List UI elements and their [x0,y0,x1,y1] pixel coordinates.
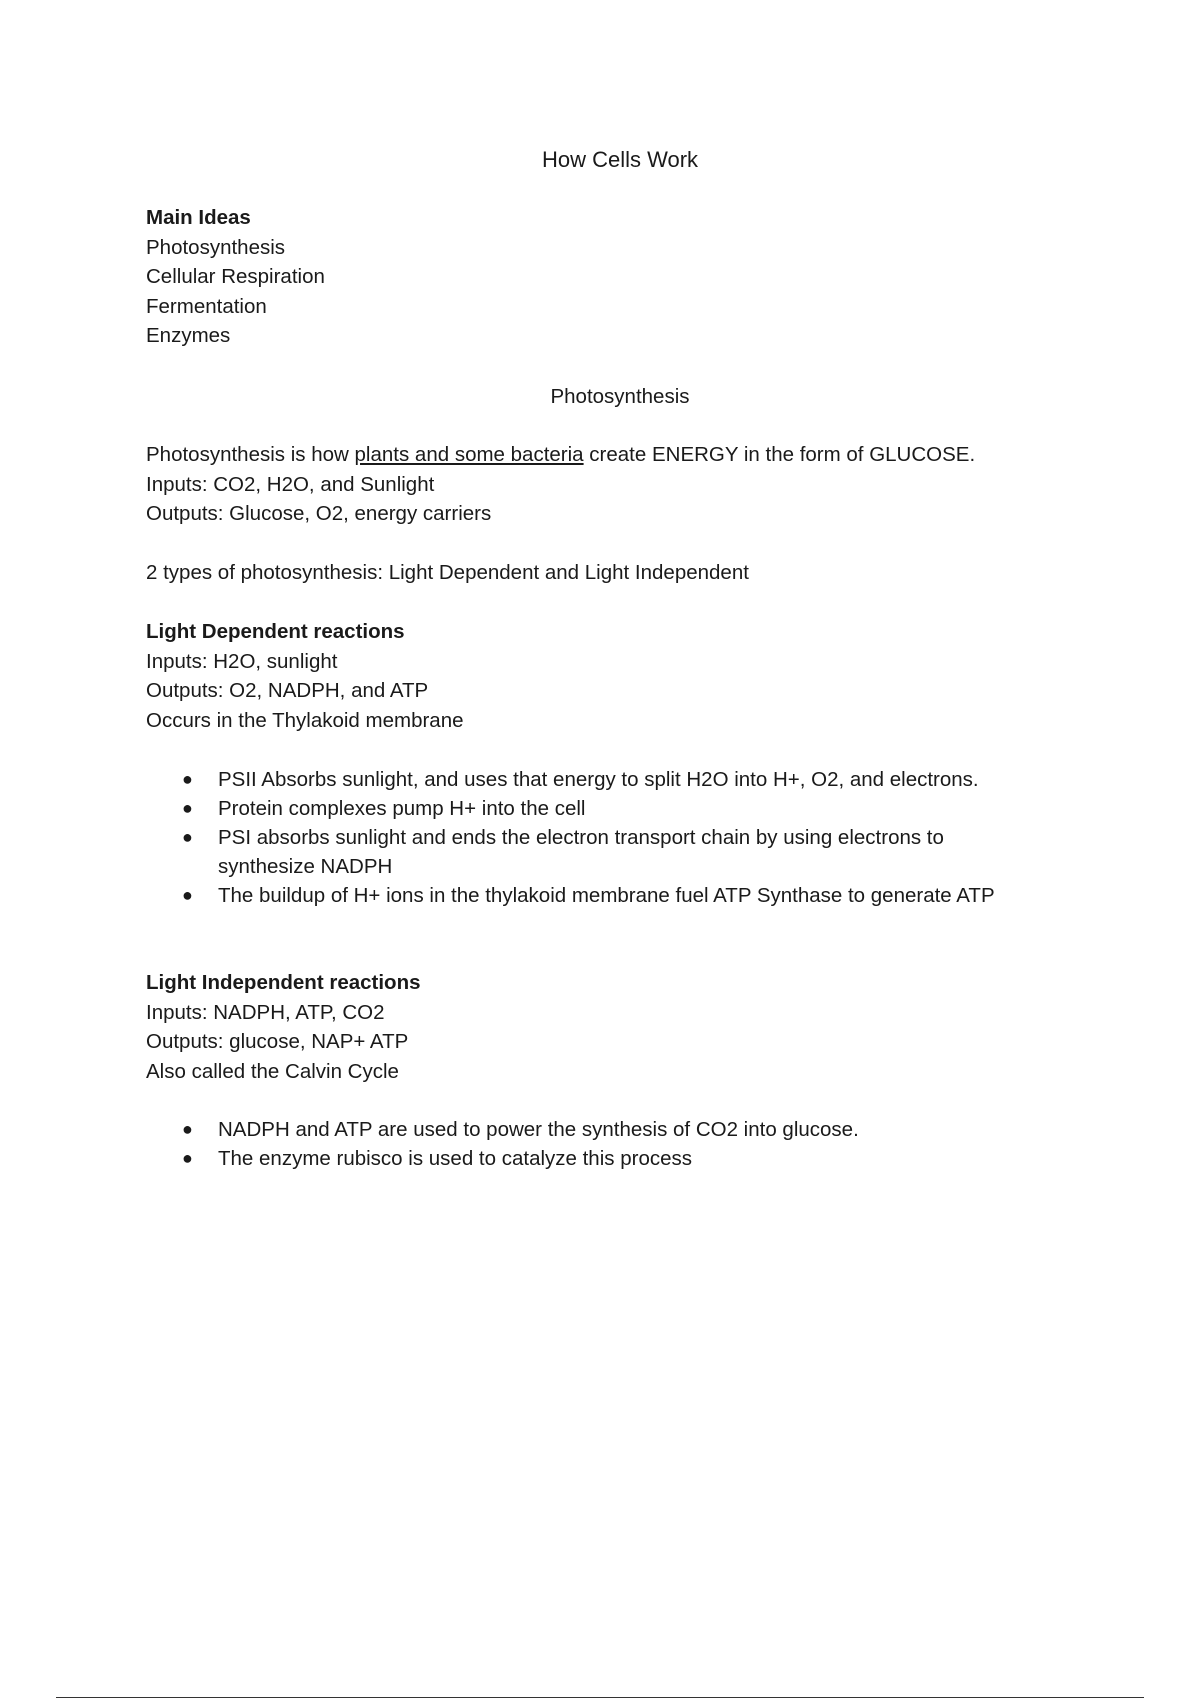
definition-text-end: create ENERGY in the form of GLUCOSE. [583,443,976,466]
main-idea-item: Photosynthesis [146,235,286,259]
bullet-icon: ● [182,1119,193,1139]
light-independent-heading: Light Independent reactions [146,971,421,994]
list-item [146,881,1086,910]
list-item-text: The buildup of H+ ions in the thylakoid membrane fuel ATP Synthase to generate ATP [218,884,995,907]
list-item [146,823,1086,881]
light-dependent-bullet-list [146,765,1086,910]
page-bottom-divider [56,1697,1144,1698]
document-title: How Cells Work [541,147,699,172]
main-ideas-section [146,203,1086,351]
list-item-text: Protein complexes pump H+ into the cell [218,797,586,820]
list-item [146,1144,1086,1173]
definition-underlined-text: plants and some bacteria [354,443,584,466]
bullet-icon: ● [182,1148,193,1168]
list-item [146,794,1086,823]
light-dependent-outputs: Outputs: O2, NADPH, and ATP [146,679,429,702]
photosynthesis-inputs: Inputs: CO2, H2O, and Sunlight [146,472,435,496]
list-item-text-continued: synthesize NADPH [218,855,393,878]
light-independent-inputs: Inputs: NADPH, ATP, CO2 [146,1000,385,1024]
main-idea-item: Fermentation [146,294,267,318]
light-dependent-section [146,617,1086,735]
photosynthesis-intro [146,440,1086,529]
photosynthesis-definition [146,440,1086,470]
photosynthesis-types-text: 2 types of photosynthesis: Light Dependent and Light Independent [146,561,749,584]
list-item-text: PSII Absorbs sunlight, and uses that energy to split H2O into H+, O2, and electrons. [218,768,979,791]
light-dependent-inputs: Inputs: H2O, sunlight [146,649,338,673]
light-dependent-heading: Light Dependent reactions [146,620,405,643]
definition-text-start: Photosynthesis is how [146,443,355,466]
bullet-icon: ● [182,798,193,818]
light-independent-bullet-list [146,1115,1086,1173]
list-item-text: NADPH and ATP are used to power the synthesis of CO2 into glucose. [218,1118,859,1141]
photosynthesis-outputs: Outputs: Glucose, O2, energy carriers [146,502,492,525]
light-independent-outputs: Outputs: glucose, NAP+ ATP [146,1030,409,1053]
list-item-text: The enzyme rubisco is used to catalyze this process [218,1147,692,1170]
photosynthesis-types [146,558,1086,588]
bullet-icon: ● [182,827,193,847]
list-item [146,1115,1086,1144]
light-independent-section [146,968,1086,1086]
light-dependent-location: Occurs in the Thylakoid membrane [146,708,464,732]
main-ideas-heading: Main Ideas [146,206,251,229]
photosynthesis-section-title: Photosynthesis [550,385,690,408]
list-item [146,765,1086,794]
bullet-icon: ● [182,769,193,789]
main-idea-item: Cellular Respiration [146,265,325,288]
bullet-icon: ● [182,885,193,905]
list-item-text: PSI absorbs sunlight and ends the electron transport chain by using electrons to [218,826,944,849]
light-independent-alias: Also called the Calvin Cycle [146,1059,399,1083]
main-idea-item: Enzymes [146,324,231,347]
